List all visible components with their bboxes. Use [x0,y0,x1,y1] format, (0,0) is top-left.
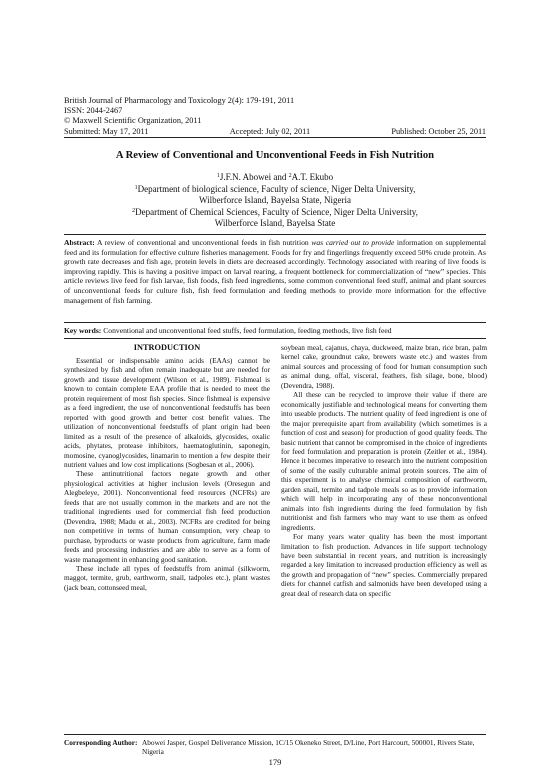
right-paragraph-3: For many years water quality has been the most important limitation to fish production. Advances in life support technology have been substantial in recent years, and nutrition is increasingly regarded a key limitation to increased production efficiency as well as the growth and propagation of “new” species. Commercially prepared diets for channel catfish and salmonids have been developed using a great deal of research data on specific [281,532,487,598]
keywords-bottom-rule [64,338,486,339]
abstract-top-rule [64,234,486,235]
abstract-text-b: information on supplemental feed and its formulation for effective culture fisheries management. Foods for fry and fingerlings frequently exceed 50% crude protein. As growth rate decreases and fish age, protein levels in diets are decreased accordingly. Technology associated with rearing of live foods is improving rapidly. This is having a positive impact on larval rearing, a frequent bottleneck for commercialization of “new” species. This article reviews live feed for fish larvae, fish foods, fish feed ingredients, some common conventional feed stuff, animal and plant sources of unconventional feeds for culture fish, fish feed formulation and feeding methods to provide more information for the effective management of fish farming. [64,238,487,305]
affiliation2-line1 [64,207,486,219]
author2-sup: 2 [288,173,292,179]
left-paragraph-1: Essential or indispensable amino acids (EAAs) cannot be synthesized by fish and often remain inadequate but are needed for growth and tissue development (Wilson et al., 1989). Fishmeal is known to contain complete EAA profile that is needed to meet the protein requirement of most fish species. Since fishmeal is expensive as a feed ingredient, the use of nonconventional feedstuffs has been reported with good growth and better cost benefit values. The utilization of nonconventional feedstuffs of plant origin had been limited as a result of the presence of alkaloids, glycosides, oxalic acids, phytates, protease inhibitors, haematoglutinin, saponegin, momosine, cyanoglycosides, linamarin to mention a few despite their nutrient values and low cost implications (Sogbesan et al., 2006). [64,356,270,469]
affiliation1-line2: Wilberforce Island, Bayelsa State, Nigeria [198,195,352,205]
keywords [64,326,486,335]
abstract-text-em: was carried out to provide [311,238,395,247]
right-paragraph-1: soybean meal, cajanus, chaya, duckweed, maize bran, rice bran, palm kernel cake, groundnut cake, brewers waste etc.) and wastes from animal sources and processing of food for human consumption such as animal dung, offal, visceral, feathers, fish silage, bone, blood) (Devendra, 1988). [281,343,487,390]
footer-rule [64,734,486,735]
affiliation1-text: Department of biological science, Faculty of science, Niger Delta University, [137,183,416,194]
journal-header [64,96,294,127]
accepted-date: Accepted: July 02, 2011 [229,127,311,136]
keywords-top-rule [64,322,486,323]
left-paragraph-2: These antinutritional factors negate growth and other physiological activities at higher inclusion levels (Oresegun and Alegbeleye, 2001). Nonconventional feed resources (NCFRs) are feeds that are not usually common in the markets and are not the traditional ingredients used for commercial fish feed production (Devendra, 1988; Madu et al., 2003). NCFRs are credited for being non competitive in terms of human consumption, very cheap to purchase, byproducts or waste products from agriculture, farm made feeds and processing industries and are able to serve as a form of waste management in enhancing good sanitation. [64,469,270,564]
journal-citation: British Journal of Pharmacology and Toxicology 2(4): 179-191, 2011 [64,96,295,105]
author1-sup: 1 [216,173,220,179]
affiliation1-sup: 1 [134,184,138,191]
corresponding-author [64,738,486,757]
right-paragraph-2: All these can be recycled to improve their value if there are economically justifiable and technological means for converting them into useable products. The nutrient quality of feed ingredient is one of the major prerequisite apart from availability (which sometimes is a function of cost and season) for production of good quality feeds. The basic nutrient that cannot be compromised in the choice of ingredients for feed formulation and preparation is protein (Zeitler et al., 1984). Hence it becomes imperative to research into the nutrient composition of some of the easily culturable animal protein sources. The aim of this experiment is to analyse chemical composition of earthworm, garden snail, termite and tadpole meals so as to provide information which will help in incorporating any of these nonconventional animals into fish ingredients during the feed formulation by fish nutritionist and fish farmers who may want to use them as onfeed ingredients. [281,390,487,532]
abstract [64,238,486,305]
introduction-heading: INTRODUCTION [133,343,201,352]
affiliation2-text: Department of Chemical Sciences, Faculty of Science, Niger Delta University, [135,206,418,217]
keywords-text: Conventional and unconventional feed stuffs, feed formulation, feeding methods, live fish feed [101,326,392,335]
header-rule [64,137,486,138]
affiliation1-line1 [64,184,486,196]
paper-title: A Review of Conventional and Unconventional Feeds in Fish Nutrition [115,150,435,161]
affiliation2-sup: 2 [132,207,136,214]
author1-name: J.F.N. Abowei and [219,172,289,182]
page-number: 179 [268,757,282,767]
keywords-label: Key words: [64,326,102,335]
dates-row [64,127,486,136]
corresponding-label: Corresponding Author: [64,738,138,747]
right-column [281,343,487,598]
author2-name: A.T. Ekubo [291,172,334,182]
author-line [64,172,486,184]
abstract-label: Abstract: [64,238,95,247]
authors-block [64,172,486,230]
published-date: Published: October 25, 2011 [391,127,486,136]
affiliation2-line2: Wilberforce Island, Bayelsa State [214,218,336,228]
left-column [64,342,270,592]
left-paragraph-3: These include all types of feedstuffs from animal (silkworm, maggot, termite, grub, earthworm, snail, tadpoles etc.), plant wastes (jack bean, cottonseed meal, [64,563,270,592]
journal-issn: ISSN: 2044-2467 [64,106,123,116]
journal-copyright: © Maxwell Scientific Organization, 2011 [64,116,202,126]
corresponding-text: Abowei Jasper, Gospel Deliverance Mission, 1C/15 Okeneko Street, D/Line, Port Harcourt, 500001, Rivers State, Nigeria [142,738,475,757]
submitted-date: Submitted: May 17, 2011 [64,127,149,136]
abstract-text-a: A review of conventional and unconventional feeds in fish nutrition [94,238,312,247]
